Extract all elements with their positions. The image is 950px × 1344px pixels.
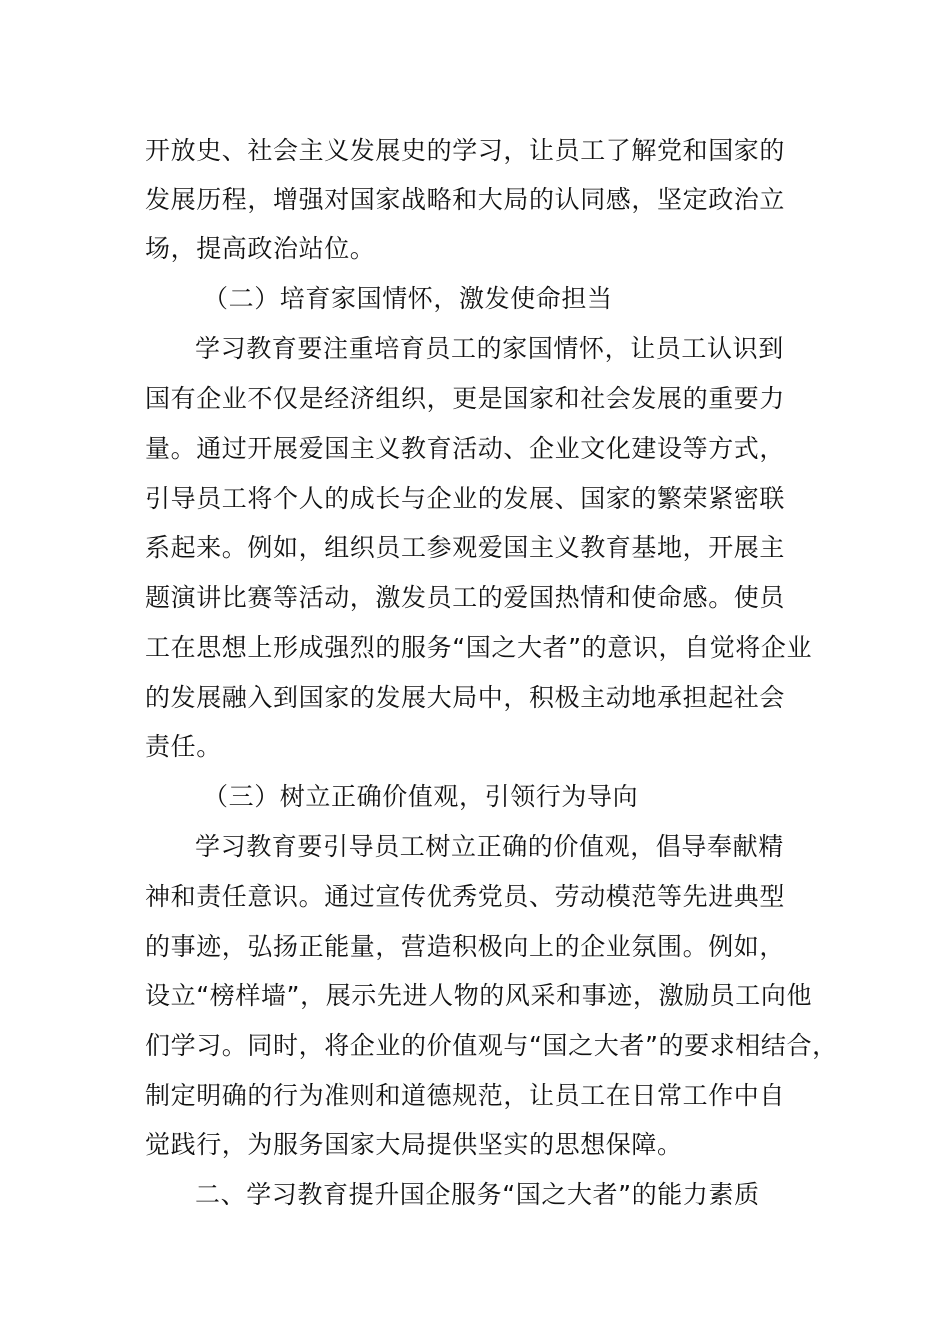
body-text-line: 引导员工将个人的成长与企业的发展、国家的繁荣紧密联: [145, 484, 786, 513]
body-text-line: 量。通过开展爱国主义教育活动、企业文化建设等方式，: [145, 434, 786, 463]
body-text-line: 制定明确的行为准则和道德规范，让员工在日常工作中自: [145, 1081, 786, 1110]
section-heading-2: 二、学习教育提升国企服务“国之大者”的能力素质: [195, 1180, 760, 1209]
body-text-line: 题演讲比赛等活动，激发员工的爱国热情和使命感。使员: [145, 583, 786, 612]
body-text-line: 工在思想上形成强烈的服务“国之大者”的意识，自觉将企业: [145, 633, 813, 662]
body-text-line: 责任。: [145, 732, 222, 761]
subheading-2: （二）培育家国情怀，激发使命担当: [203, 284, 613, 313]
body-text-line: 的事迹，弘扬正能量，营造积极向上的企业氛围。例如，: [145, 932, 786, 961]
paragraph-start-line: 学习教育要引导员工树立正确的价值观，倡导奉献精: [195, 832, 784, 861]
body-text-line: 场，提高政治站位。: [145, 234, 376, 263]
body-text-line: 的发展融入到国家的发展大局中，积极主动地承担起社会: [145, 683, 786, 712]
paragraph-start-line: 学习教育要注重培育员工的家国情怀，让员工认识到: [195, 334, 784, 363]
body-text-line: 国有企业不仅是经济组织，更是国家和社会发展的重要力: [145, 384, 786, 413]
subheading-3: （三）树立正确价值观，引领行为导向: [203, 782, 639, 811]
body-text-line: 系起来。例如，组织员工参观爱国主义教育基地，开展主: [145, 533, 786, 562]
body-text-line: 发展历程，增强对国家战略和大局的认同感，坚定政治立: [145, 185, 786, 214]
body-text-line: 们学习。同时，将企业的价值观与“国之大者”的要求相结合，: [145, 1031, 838, 1060]
body-text-line: 觉践行，为服务国家大局提供坚实的思想保障。: [145, 1130, 683, 1159]
body-text-line: 设立“榜样墙”，展示先进人物的风采和事迹，激励员工向他: [145, 981, 813, 1010]
body-text-line: 开放史、社会主义发展史的学习，让员工了解党和国家的: [145, 136, 786, 165]
body-text-line: 神和责任意识。通过宣传优秀党员、劳动模范等先进典型: [145, 882, 786, 911]
